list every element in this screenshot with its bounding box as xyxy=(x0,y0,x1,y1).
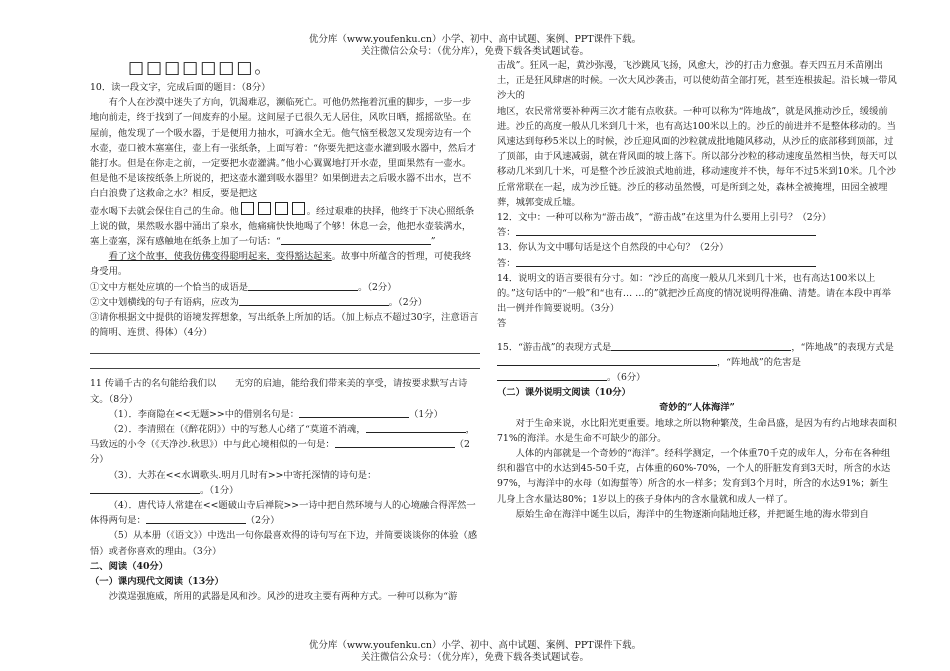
right-column xyxy=(497,58,897,522)
q11-item-3-text: （3）．大苏在<<水调歌头.明月几时有>>中寄托深情的诗句是： xyxy=(108,469,377,481)
q10-sub1 xyxy=(90,280,480,295)
section-reading-heading: 二、阅读（40分） xyxy=(90,560,169,572)
q10-sub1-score: 。（2分） xyxy=(358,281,397,293)
reading-passage-p2: 地区，农民常常要补种两三次才能有点收获。一种可以称为“阵地战”，就是风推动沙丘，缓缓前进。沙丘的高度一般从几米到几十米，也有高达100米以上的。沙丘的前进并不是整体移动的。当风速达到每秒5米以上的时候，沙丘迎风面的沙粒就成批地随风移动，从沙丘的底部移到顶部，过了顶部，由于风速减弱，就在背风面的坡上落下。所以部分沙粒的移动速度虽然相当快，每天可以移动几米到几十米，可是整个沙丘波浪式地前进，移动速度并不快，每年不过5米到10米。几个沙丘常常联在一起，成为沙丘链。沙丘的移动虽然慢，可是所到之处，森林全被掩埋，田园全被埋葬，城郭变成丘墟。 xyxy=(497,105,897,208)
q11-item-1-score: （1分） xyxy=(409,408,443,420)
q10-sub2-blank[interactable] xyxy=(239,295,389,306)
q15-text-c: ，“阵地战”的危害是 xyxy=(717,356,801,368)
footer-line-1: 优分库（www.youfenku.cn）小学、初中、高中试题、案例、PPT课件下载。 xyxy=(308,640,642,651)
underlined-sentence: 看了这个故事，使我仿佛变得聪明起来，变得豁达起来 xyxy=(108,251,332,263)
subsection-heading: （一）课内现代文阅读（13分） xyxy=(90,576,224,588)
q10-sub1-blank[interactable] xyxy=(248,280,358,291)
q10-passage: 有个人在沙漠中迷失了方向，饥渴难忍，濒临死亡。可他仍然拖着沉重的脚步，一步一步地向前走，终于找到了一间废弃的小屋。这间屋子已很久无人居住，风吹日晒，摇摇欲坠。在屋前，他发现了一个吸水器，于是便用力抽水，可滴水全无。他气恼至极忽又发现旁边有一个水壶，壶口被木塞塞住，壶上有一张纸条，上面写着：“你要先把这壶水灌到吸水器中，然后才能打水。但是在你走之前，一定要把水壶灌满。”他小心翼翼地打开水壶，里面果然有一壶水。但是他不是该按纸条上所说的，把这壶水灌到吸水器里？如果倒进去之后吸水器不出水，岂不白白浪费了这救命之水？相反，要是把这 xyxy=(90,97,476,200)
q15-blank-a[interactable] xyxy=(611,340,791,351)
article-p3: 原始生命在海洋中诞生以后，海洋中的生物逐渐向陆地迁移，并把诞生地的海水带到自 xyxy=(515,508,869,520)
q12-answer xyxy=(497,225,897,240)
reading-passage-start: 沙漠逞强施威，所用的武器是风和沙。风沙的进攻主要有两种方式。一种可以称为“游 xyxy=(108,591,458,603)
idiom-boxes[interactable] xyxy=(239,206,307,217)
q11-item-2-score: （2分） xyxy=(90,439,470,466)
article-title: 奇妙的“人体海洋” xyxy=(659,402,735,414)
q10-passage-b: 。经过艰难的抉择，他终于下决心照纸条上说的做，果然吸水器中涌出了泉水，他痛痛快快地喝了个够！休息一会，他把水壶装满水，塞上壶塞，深有感触地在纸条上加了一句话：“ xyxy=(90,205,475,248)
q11-item-2-text: （2）．李清照在（《醉花阴》）中的写愁人心绪了“莫道不消魂， xyxy=(108,424,366,436)
article-p1: 对于生命来说，水比阳光更重要。地球之所以物种繁茂，生命昌盛，是因为有约占地球表面积71%的海洋。水是生命不可缺少的部分。 xyxy=(497,417,897,444)
q10-passage-ending xyxy=(90,249,480,279)
q11-item-2 xyxy=(90,422,480,468)
q13: 13．你认为文中哪句话是这个自然段的中心句？（2分） xyxy=(497,242,729,254)
q10-sub2 xyxy=(90,295,480,310)
q10-sub2-text: ②文中划横线的句子有语病，应改为 xyxy=(90,296,239,308)
header-line-1: 优分库（www.youfenku.cn）小学、初中、高中试题、案例、PPT课件下载。 xyxy=(308,34,642,45)
q11-item-4 xyxy=(90,498,480,528)
answer-line[interactable] xyxy=(90,355,480,369)
q10-passage-continued xyxy=(90,202,480,250)
q13-answer-label: 答： xyxy=(497,257,516,269)
q15-blank-b[interactable] xyxy=(497,355,717,366)
q12-answer-label: 答： xyxy=(497,227,516,239)
q15 xyxy=(497,340,897,386)
q15-blank-c[interactable] xyxy=(497,370,607,381)
page-footer xyxy=(0,640,950,664)
q12-answer-blank[interactable] xyxy=(516,225,816,236)
page-header xyxy=(0,34,950,58)
reading-passage-p1: 击战”。狂风一起，黄沙弥漫，飞沙跳风飞扬，风愈大，沙的打击力愈强。春天四五月禾苗刚出土，正是狂风肆虐的时候。一次大风沙袭击，可以使幼苗全部打死，甚至连根拔起。沿长城一带风沙大的 xyxy=(497,60,897,102)
q14-answer: 答 xyxy=(497,318,507,330)
note-blank[interactable] xyxy=(281,234,431,245)
q12: 12．文中：一种可以称为“游击战”，“游击战”在这里为什么要用上引号？（2分） xyxy=(497,212,832,224)
q11-item-3 xyxy=(90,468,480,498)
answer-line[interactable] xyxy=(90,340,480,354)
q11-item-2-blank[interactable] xyxy=(366,422,466,433)
q11-item-1-blank[interactable] xyxy=(299,407,409,418)
subsection-heading-2: （二）课外说明文阅读（10分） xyxy=(497,387,631,399)
q11-item-4-score: （2分） xyxy=(245,515,280,527)
q11-item-5: （5）从本册（《语文》）中选出一句你最喜欢得的诗句写在下边，并简要谈谈你的体验（感悟）或者你喜欢的理由。（3分） xyxy=(90,530,478,557)
q11-item-3-blank[interactable] xyxy=(90,483,200,494)
q10-sub2-score: 。（2分） xyxy=(388,296,428,308)
q14: 14．说明文的语言要很有分寸。如：“沙丘的高度一般从几米到几十米，也有高达100米以上的。”这句话中的“一般”和“也有… …的”就把沙丘高度的情况说明得准确、清楚。请在本段中再举出一例并作简要说明。（3分） xyxy=(497,272,891,315)
q11-intro: 11 传诵千古的名句能给我们以 无穷的启迪，能给我们带来美的享受，请按要求默写古诗文。（8分） xyxy=(90,378,468,405)
answer-boxes: □□□□□□□。 xyxy=(128,58,274,78)
q10-passage-c: ” xyxy=(430,236,436,248)
q11-item-4-text: （4）．唐代诗人常建在<<题破山寺后禅院>>一诗中把自然环境与人的心境融合得浑然一体得两句是： xyxy=(90,500,476,527)
footer-line-2: 关注微信公众号：（优分库），免费下载各类试题试卷。 xyxy=(360,652,589,663)
q10-passage-ending-text: 。故事中所蕴含的哲理，可使我终身受用。 xyxy=(90,251,472,278)
q13-answer xyxy=(497,256,897,271)
q11-item-2-blank-b[interactable] xyxy=(335,437,455,448)
q10-title: 10．读一段文字，完成后面的题目：（8分） xyxy=(90,82,271,93)
q11-item-3-score: 。（1分） xyxy=(200,484,239,496)
q15-text-a: 15．“游击战”的表现方式是 xyxy=(497,341,612,353)
q11-item-1 xyxy=(90,407,480,422)
q11-item-4-blank[interactable] xyxy=(146,513,246,524)
article-p2: 人体的内部就是一个奇妙的“海洋”。经科学测定，一个体重70千克的成年人，分布在各种组织和器官中的水达到45-50千克，占体重的60%-70%，一个人的肝脏发育到3天时，所含的水达97%，与海洋中的水母（如海蜇等）所含的水一样多；发育到3个月时，所含的水达91%；新生儿身上含水量达80%；1岁以上的孩子身体内的含水量就和成人一样了。 xyxy=(497,448,891,505)
q10-passage-a: 壶水喝下去就会保住自己的生命。他 xyxy=(90,205,239,217)
q13-answer-blank[interactable] xyxy=(516,256,816,267)
q10-sub1-text: ①文中方框处应填的一个恰当的成语是 xyxy=(90,281,249,293)
header-line-2: 关注微信公众号：（优分库），免费下载各类试题试卷。 xyxy=(360,46,589,57)
q15-text-b: ，“阵地战”的表现方式是 xyxy=(791,341,894,353)
q11-item-1-text: （1）．李商隐在<<无题>>中的借别名句是： xyxy=(108,408,300,420)
left-column xyxy=(90,58,480,605)
q15-score: 。（6分） xyxy=(607,372,646,384)
q11-item-2-text-b: ，马致远的小令（《天净沙.秋思》）中与此心境相似的一句是： xyxy=(90,424,475,451)
q10-sub3: ③请你根据文中提供的语境发挥想象，写出纸条上所加的话。（加上标点不超过30字，注意语言的简明、连贯、得体）（4分） xyxy=(90,312,479,339)
